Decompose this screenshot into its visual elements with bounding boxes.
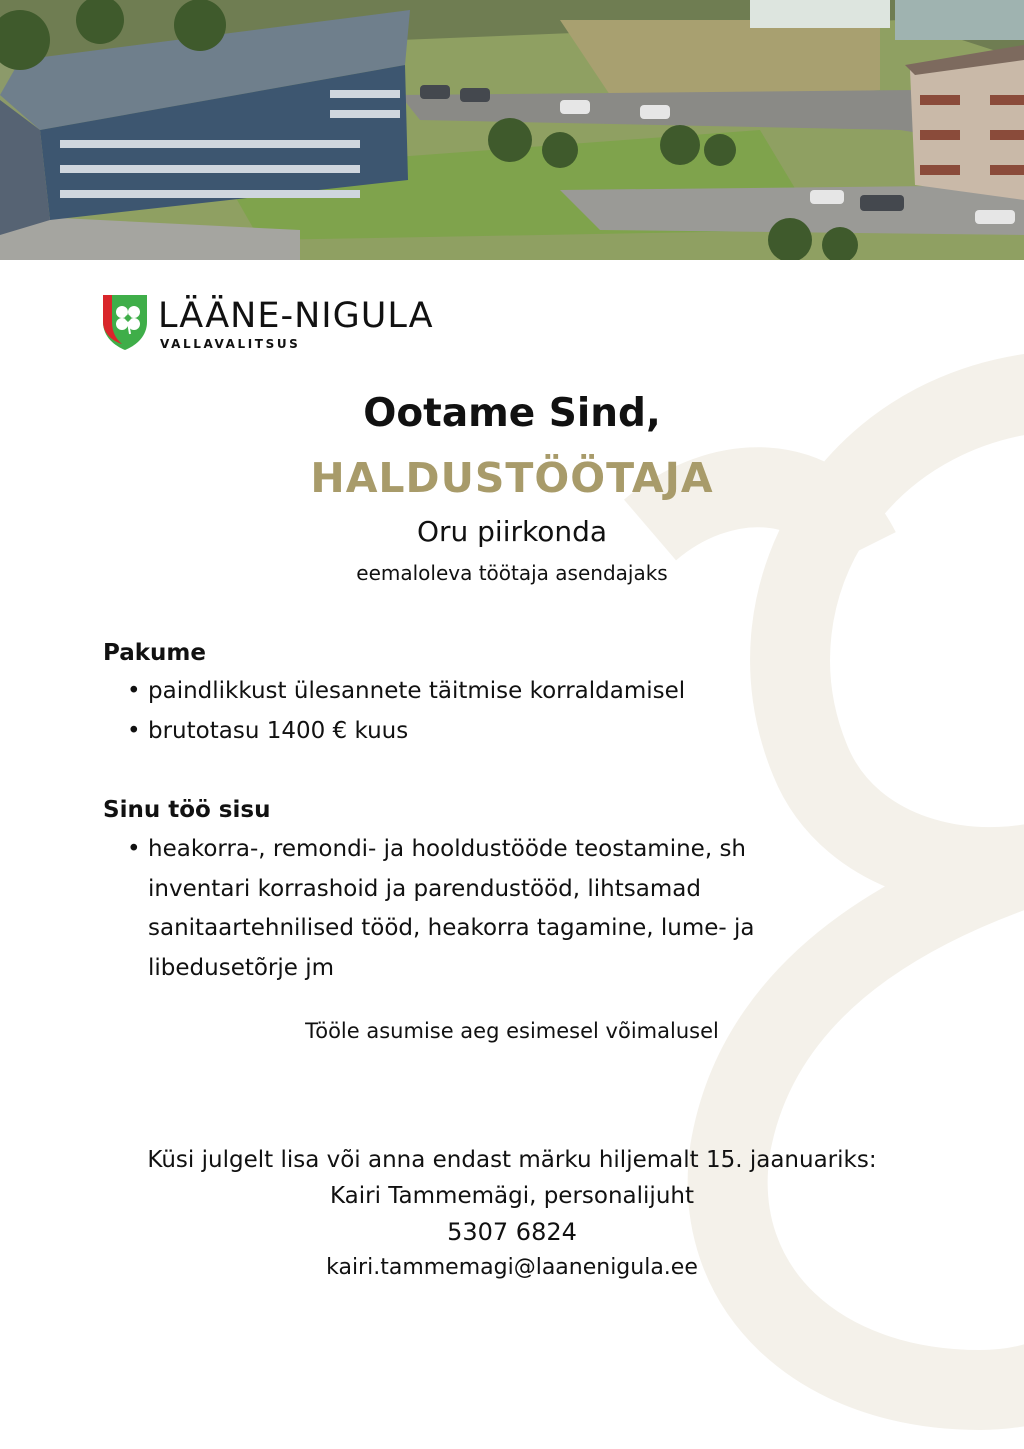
logo-subtitle: VALLAVALITSUS [160, 337, 301, 351]
aerial-photo-icon [0, 0, 1024, 260]
offer-item-text: brutotasu 1400 € kuus [148, 717, 409, 744]
bullet-icon: • [127, 836, 141, 862]
contact-email: kairi.tammemagi@laanenigula.ee [326, 1255, 698, 1280]
offer-list [125, 672, 685, 751]
contact-phone: 5307 6824 [447, 1218, 577, 1246]
bullet-icon: • [127, 717, 141, 744]
replacement-note: eemaloleva töötaja asendajaks [356, 561, 668, 585]
work-item-line: sanitaartehnilised tööd, heakorra tagamine, lume- ja [148, 915, 755, 941]
greeting-heading: Ootame Sind, [363, 391, 661, 436]
list-item [125, 830, 755, 988]
work-section-title: Sinu töö sisu [103, 797, 271, 823]
list-item [125, 672, 685, 712]
offer-section-title: Pakume [103, 640, 206, 666]
start-time-text: Tööle asumise aeg esimesel võimalusel [305, 1019, 719, 1043]
green-clover-shield-icon [100, 292, 150, 352]
work-item-line: inventari korrashoid ja parendustööd, lihtsamad [148, 875, 701, 902]
bullet-icon: • [127, 678, 141, 704]
list-item [125, 712, 685, 752]
offer-item-text: paindlikkust ülesannete täitmise korraldamisel [148, 678, 686, 704]
contact-intro: Küsi julgelt lisa või anna endast märku hiljemalt 15. jaanuariks: [147, 1147, 877, 1173]
work-item-line: libedusetõrje jm [148, 954, 335, 981]
position-title: HALDUSTÖÖTAJA [310, 454, 714, 502]
contact-name: Kairi Tammemägi, personalijuht [329, 1183, 694, 1209]
work-list [125, 830, 755, 988]
municipality-logo [100, 290, 540, 360]
area-subtitle: Oru piirkonda [416, 515, 608, 548]
header-photo [0, 0, 1024, 260]
logo-name: LÄÄNE-NIGULA [158, 296, 434, 336]
work-item-line: heakorra-, remondi- ja hooldustööde teostamine, sh [148, 836, 746, 862]
